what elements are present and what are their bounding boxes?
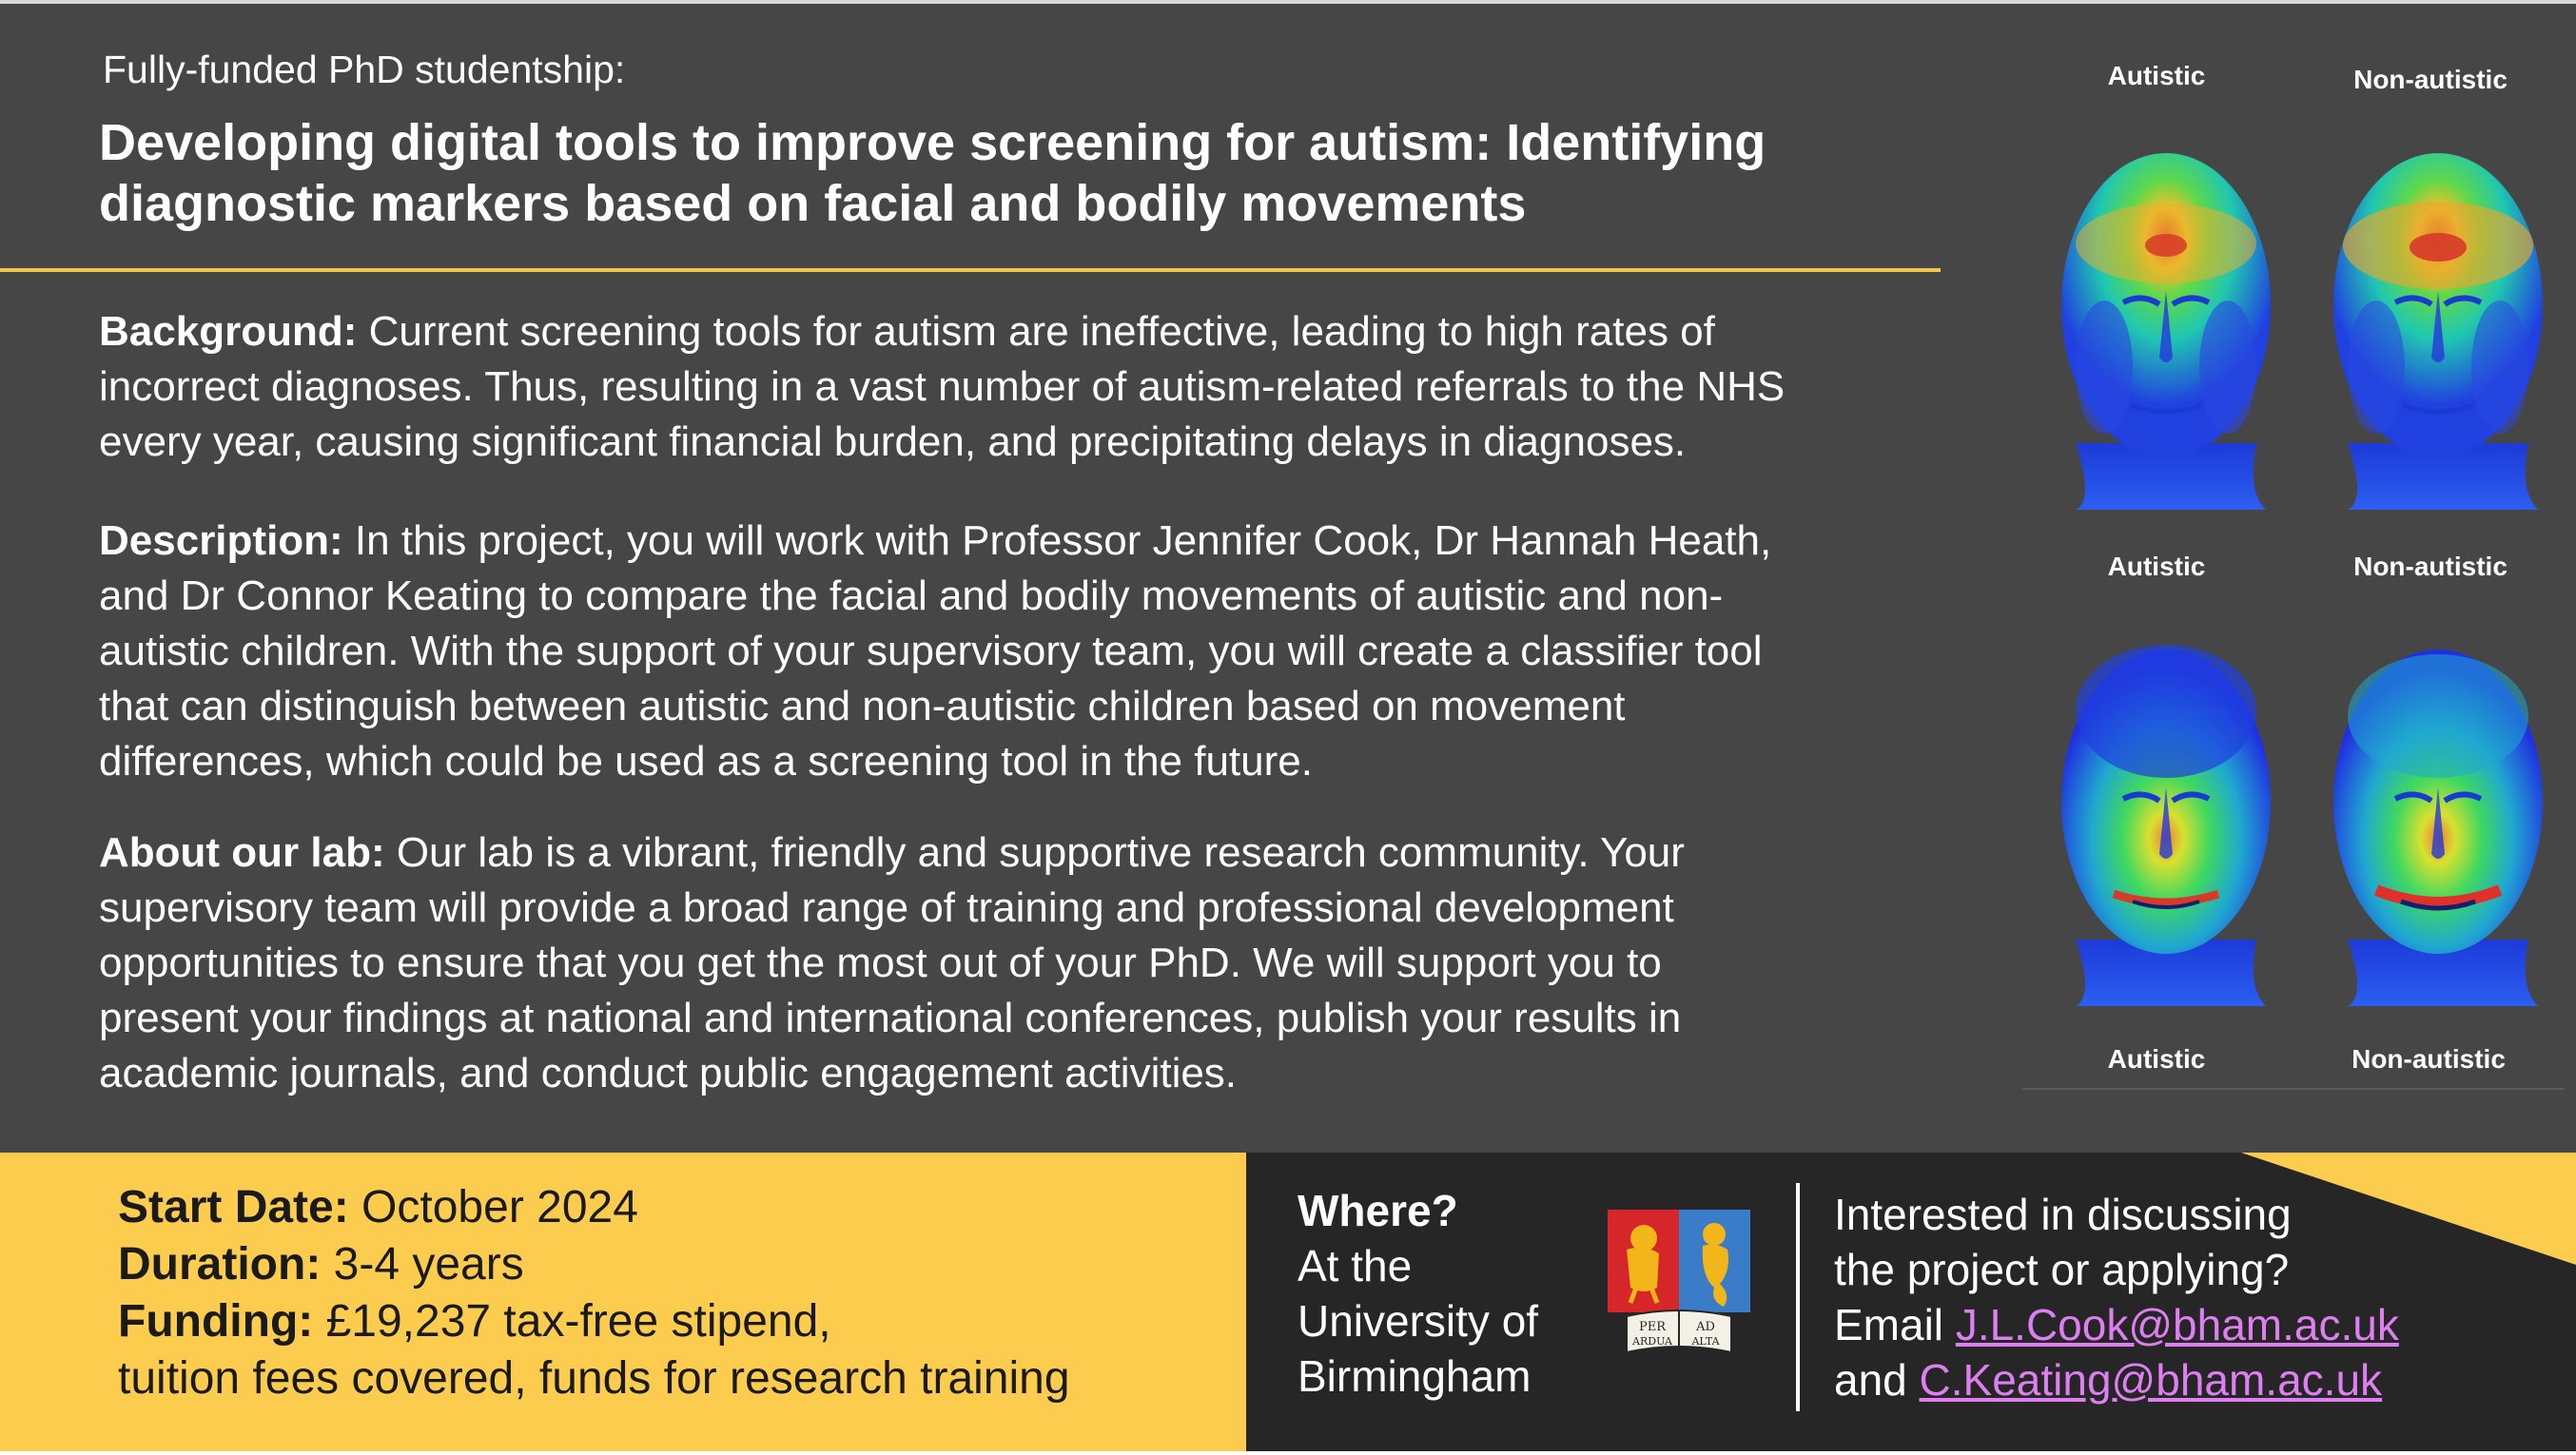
faces-divider	[2022, 1088, 2565, 1090]
svg-text:PER: PER	[1638, 1320, 1667, 1334]
svg-text:AD: AD	[1696, 1320, 1715, 1334]
lab-heading: About our lab:	[99, 829, 385, 876]
top-edge	[0, 0, 2576, 4]
contact-line: Interested in discussing	[1834, 1190, 2292, 1239]
description-line: autistic children. With the support of your supervisory team, you will create a classifier tool	[99, 628, 1763, 674]
face-heatmap-mouth-icon	[2038, 626, 2294, 1006]
contact-line: the project or applying?	[1834, 1245, 2290, 1294]
university-crest-icon	[1598, 1200, 1760, 1390]
lab-line: academic journals, and conduct public engagement activities.	[99, 1050, 1238, 1096]
email-link-keating[interactable]: C.Keating@bham.ac.uk	[1919, 1355, 2383, 1405]
svg-text:ARDUA: ARDUA	[1632, 1335, 1672, 1348]
description-line: that can distinguish between autistic and non-autistic children based on movement	[99, 683, 1626, 729]
title-line-2: diagnostic markers based on facial and bodily movements	[99, 175, 1527, 232]
description-heading: Description:	[99, 517, 343, 564]
where-line: Birmingham	[1298, 1351, 1532, 1401]
where-line: At the	[1298, 1241, 1413, 1290]
contact-block	[1834, 1187, 2557, 1407]
description-line: and Dr Connor Keating to compare the facial and bodily movements of autistic and non-	[99, 572, 1724, 619]
background-line: every year, causing significant financial burden, and precipitating delays in diagnoses.	[99, 418, 1687, 465]
face-label: Non-autistic	[2352, 1044, 2506, 1074]
funding-value-continued: tuition fees covered, funds for research training	[118, 1353, 1070, 1404]
email-prefix: Email	[1834, 1300, 1956, 1349]
lab-line: Our lab is a vibrant, friendly and supportive research community. Your	[384, 829, 1685, 876]
contact-divider	[1796, 1183, 1800, 1411]
description-line: In this project, you will work with Professor Jennifer Cook, Dr Hannah Heath,	[342, 517, 1772, 564]
duration-value: 3-4 years	[321, 1239, 524, 1290]
bottom-edge	[0, 1451, 2576, 1455]
lab-line: present your findings at national and international conferences, publish your results in	[99, 995, 1682, 1041]
background-line: incorrect diagnoses. Thus, resulting in a vast number of autism-related referrals to the NHS	[99, 363, 1786, 410]
where-line: University of	[1298, 1296, 1539, 1346]
face-label: Non-autistic	[2353, 552, 2508, 581]
face-heatmap-forehead-icon	[2310, 129, 2566, 510]
funding-label: Funding:	[118, 1296, 314, 1347]
description-line: differences, which could be used as a screening tool in the future.	[99, 738, 1313, 785]
where-block	[1298, 1183, 1583, 1404]
background-section	[99, 304, 2001, 470]
poster-title	[99, 112, 1963, 234]
background-heading: Background:	[99, 308, 358, 355]
lab-line: supervisory team will provide a broad range of training and professional development	[99, 884, 1674, 931]
poster-kicker: Fully-funded PhD studentship:	[103, 48, 626, 91]
face-label: Autistic	[2107, 552, 2206, 581]
start-date-label: Start Date:	[118, 1182, 349, 1232]
duration-label: Duration:	[118, 1239, 322, 1290]
email-link-cook[interactable]: J.L.Cook@bham.ac.uk	[1955, 1300, 2399, 1349]
title-line-1: Developing digital tools to improve screening for autism: Identifying	[99, 114, 1766, 171]
face-label: Autistic	[2107, 61, 2206, 90]
face-label: Non-autistic	[2353, 65, 2508, 94]
face-heatmap-mouth-icon	[2310, 626, 2566, 1006]
background-line: Current screening tools for autism are ineffective, leading to high rates of	[357, 308, 1715, 355]
details-block	[118, 1179, 1240, 1407]
svg-text:ALTA: ALTA	[1691, 1335, 1720, 1348]
face-label: Autistic	[2107, 1044, 2206, 1074]
funding-value: £19,237 tax-free stipend,	[313, 1296, 831, 1347]
and-text: and	[1834, 1355, 1920, 1405]
description-section	[99, 514, 2001, 789]
face-heatmap-forehead-icon	[2038, 129, 2294, 510]
face-heatmap-panel	[2019, 48, 2576, 1094]
where-heading: Where?	[1298, 1186, 1458, 1235]
lab-section	[99, 825, 2001, 1101]
start-date-value: October 2024	[348, 1182, 638, 1232]
title-divider	[0, 268, 1941, 272]
lab-line: opportunities to ensure that you get the most out of your PhD. We will support you to	[99, 940, 1662, 986]
